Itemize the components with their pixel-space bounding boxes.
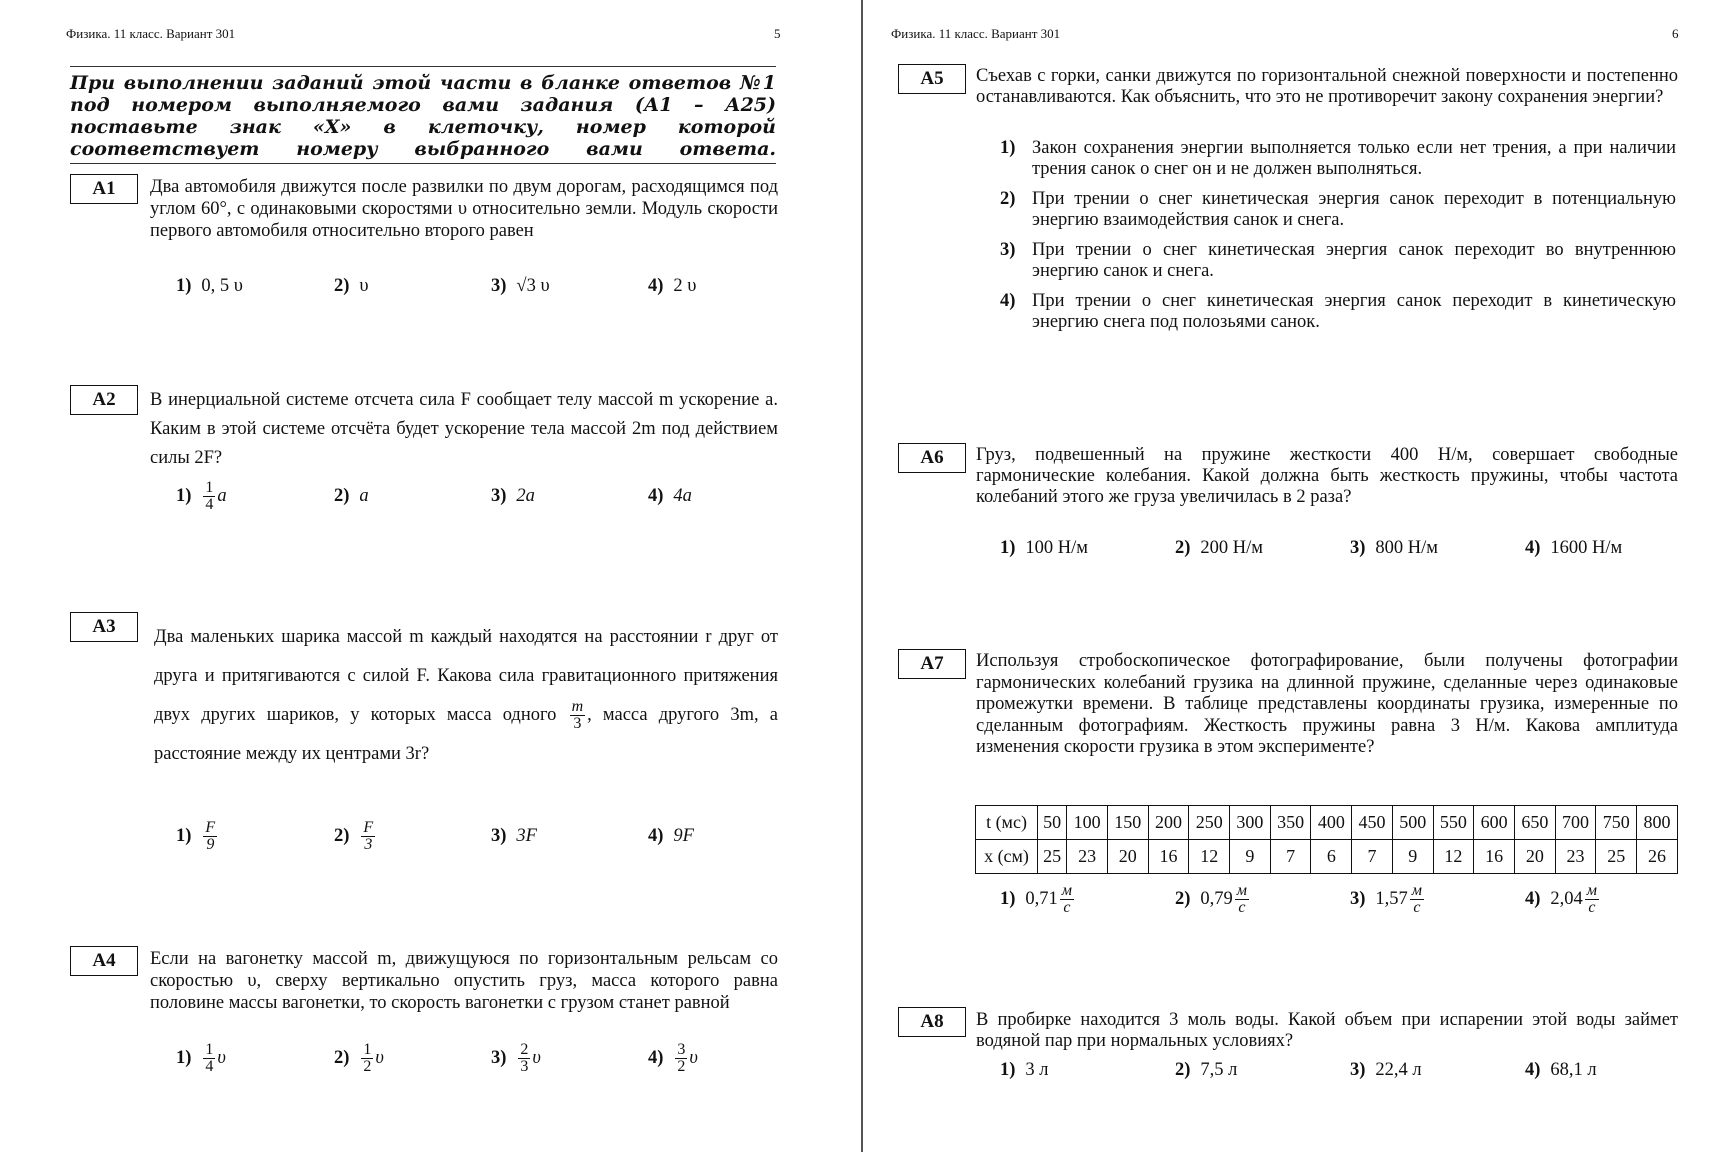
option-text: 4a bbox=[673, 486, 692, 506]
option-a2-1[interactable] bbox=[176, 480, 334, 513]
option-text: 0,71 bbox=[1025, 889, 1058, 909]
table-cell: 20 bbox=[1107, 840, 1148, 874]
table-cell: 23 bbox=[1555, 840, 1596, 874]
option-a1-2[interactable] bbox=[334, 276, 491, 297]
option-text: 0,79 bbox=[1200, 889, 1233, 909]
option-number: 2) bbox=[1175, 889, 1191, 909]
fraction-denominator: с bbox=[1063, 899, 1071, 916]
question-label-a2: А2 bbox=[70, 385, 138, 415]
fraction bbox=[203, 480, 215, 513]
option-text: 9F bbox=[673, 826, 694, 846]
option-number: 2) bbox=[334, 276, 350, 296]
option-suffix: υ bbox=[532, 1048, 541, 1068]
option-suffix: υ bbox=[217, 1048, 226, 1068]
table-cell: 650 bbox=[1514, 806, 1555, 840]
option-number: 4) bbox=[648, 1048, 664, 1068]
table-cell: 700 bbox=[1555, 806, 1596, 840]
table-cell: 400 bbox=[1311, 806, 1352, 840]
option-a8-1[interactable] bbox=[1000, 1060, 1175, 1081]
option-number: 1) bbox=[176, 486, 192, 506]
question-text-a6: Груз, подвешенный на пружине жесткости 400 Н/м, совершает свободные гармонические колебания. Какой должна быть жесткость пружины, чтобы частота колебаний этого же груза увеличилась в 2 раза? bbox=[976, 445, 1678, 507]
option-a2-3[interactable] bbox=[491, 486, 648, 507]
table-row-label: t (мс) bbox=[976, 806, 1038, 840]
table-cell: 550 bbox=[1433, 806, 1474, 840]
fraction-numerator: F bbox=[205, 819, 216, 836]
table-cell: 450 bbox=[1352, 806, 1393, 840]
option-number: 3) bbox=[1350, 538, 1366, 558]
table-cell: 800 bbox=[1637, 806, 1678, 840]
option-number: 3) bbox=[491, 826, 507, 846]
fraction-denominator: с bbox=[1588, 899, 1596, 916]
table-cell: 7 bbox=[1270, 840, 1311, 874]
option-text: 800 Н/м bbox=[1375, 538, 1439, 558]
option-number: 3) bbox=[491, 1048, 507, 1068]
option-number: 3) bbox=[1000, 240, 1016, 260]
fraction bbox=[361, 1042, 373, 1075]
table-cell: 750 bbox=[1596, 806, 1637, 840]
table-row-position bbox=[976, 840, 1678, 874]
question-text-a3 bbox=[154, 618, 778, 774]
table-cell: 20 bbox=[1514, 840, 1555, 874]
option-text: 3 л bbox=[1025, 1060, 1049, 1080]
table-cell: 7 bbox=[1352, 840, 1393, 874]
fraction-numerator: 3 bbox=[677, 1041, 686, 1058]
question-label-a8: А8 bbox=[898, 1007, 966, 1037]
option-text: a bbox=[359, 486, 369, 506]
option-a6-4[interactable] bbox=[1525, 538, 1622, 559]
option-a1-1[interactable] bbox=[176, 276, 334, 297]
instruction-text: При выполнении заданий этой части в бланке ответов №1 под номером выполняемого вами задания (А1 – А25) поставьте знак «Х» в клеточку, номер которой соответствует номеру выбранного вами ответа. bbox=[70, 66, 776, 164]
option-text: 100 Н/м bbox=[1025, 538, 1089, 558]
option-number: 4) bbox=[1000, 291, 1016, 311]
fraction bbox=[518, 1042, 530, 1075]
option-a1-3[interactable] bbox=[491, 276, 648, 297]
option-text: При трении о снег кинетическая энергия санок переходит в потенциальную энергию взаимодействия санок и снега. bbox=[1032, 189, 1676, 230]
table-cell: 6 bbox=[1311, 840, 1352, 874]
fraction-denominator: 3 bbox=[364, 836, 373, 853]
option-a3-4[interactable] bbox=[648, 826, 694, 847]
option-number: 4) bbox=[648, 276, 664, 296]
page-number: 6 bbox=[1672, 26, 1679, 41]
fraction-denominator: 3 bbox=[520, 1058, 529, 1075]
fraction-denominator: 2 bbox=[363, 1058, 372, 1075]
fraction-denominator: с bbox=[1238, 899, 1246, 916]
fraction bbox=[1585, 883, 1599, 916]
table-cell: 300 bbox=[1230, 806, 1271, 840]
option-a5-4[interactable] bbox=[1000, 291, 1676, 333]
option-number: 4) bbox=[1525, 889, 1541, 909]
table-cell: 16 bbox=[1474, 840, 1515, 874]
option-a4-1[interactable] bbox=[176, 1042, 334, 1075]
fraction-denominator: 4 bbox=[205, 1058, 214, 1075]
options-a6 bbox=[1000, 538, 1622, 559]
question-label-a5: А5 bbox=[898, 64, 966, 94]
options-a2 bbox=[176, 480, 692, 513]
option-a4-4[interactable] bbox=[648, 1042, 698, 1075]
option-a3-2[interactable] bbox=[334, 820, 491, 853]
options-a4 bbox=[176, 1042, 698, 1075]
option-number: 2) bbox=[1175, 538, 1191, 558]
fraction bbox=[203, 820, 217, 853]
question-text-a5: Съехав с горки, санки движутся по горизонтальной снежной поверхности и постепенно останавливаются. Как объяснить, что это не противоречит закону сохранения энергии? bbox=[976, 66, 1678, 107]
fraction-numerator: F bbox=[363, 819, 374, 836]
option-text: Закон сохранения энергии выполняется только если нет трения, а при наличии трения санок о снег он и не должен выполняться. bbox=[1032, 138, 1676, 179]
question-label-a4: А4 bbox=[70, 946, 138, 976]
question-text-a8: В пробирке находится 3 моль воды. Какой объем при испарении этой воды займет водяной пар при нормальных условиях? bbox=[976, 1010, 1678, 1051]
options-a7 bbox=[1000, 883, 1601, 916]
fraction-numerator: m bbox=[571, 698, 584, 716]
option-number: 2) bbox=[1175, 1060, 1191, 1080]
option-number: 3) bbox=[491, 486, 507, 506]
question-text-a7: Используя стробоскопическое фотографирование, были получены фотографии гармонических колебаний грузика на длинной пружине, сделанные через одинаковые промежутки времени. В таблице представлены координаты грузика, измеренные по сделанным фотографиям. Жесткость пружины равна 3 Н/м. Какова амплитуда изменения скорости грузика в этом эксперименте? bbox=[976, 651, 1678, 757]
page-number: 5 bbox=[774, 26, 781, 41]
question-text-a2: В инерциальной системе отсчета сила F сообщает телу массой m ускорение a. Каким в этой системе отсчёта будет ускорение тела массой 2m под действием силы 2F? bbox=[150, 390, 778, 468]
table-cell: 150 bbox=[1107, 806, 1148, 840]
option-number: 2) bbox=[1000, 189, 1016, 209]
option-text: 0, 5 υ bbox=[201, 276, 243, 296]
table-row-time bbox=[976, 806, 1678, 840]
option-a1-4[interactable] bbox=[648, 276, 696, 297]
option-number: 4) bbox=[1525, 1060, 1541, 1080]
option-number: 4) bbox=[1525, 538, 1541, 558]
right-page bbox=[864, 0, 1725, 1152]
table-cell: 23 bbox=[1067, 840, 1108, 874]
option-a7-2[interactable] bbox=[1175, 883, 1350, 916]
question-label-a6: А6 bbox=[898, 443, 966, 473]
option-number: 2) bbox=[334, 1048, 350, 1068]
fraction-denominator: с bbox=[1413, 899, 1421, 916]
options-a1 bbox=[176, 276, 696, 297]
question-label-a1: А1 bbox=[70, 174, 138, 204]
option-a8-2[interactable] bbox=[1175, 1060, 1350, 1081]
table-cell: 9 bbox=[1230, 840, 1271, 874]
option-suffix: υ bbox=[375, 1048, 384, 1068]
table-cell: 250 bbox=[1189, 806, 1230, 840]
option-a6-1[interactable] bbox=[1000, 538, 1175, 559]
option-text: При трении о снег кинетическая энергия санок переходит во внутреннюю энергию санок и снега. bbox=[1032, 240, 1676, 281]
option-text: 22,4 л bbox=[1375, 1060, 1422, 1080]
fraction bbox=[570, 699, 586, 732]
option-text: υ bbox=[359, 276, 369, 296]
option-a4-3[interactable] bbox=[491, 1042, 648, 1075]
option-a6-2[interactable] bbox=[1175, 538, 1350, 559]
table-row-label: x (см) bbox=[976, 840, 1038, 874]
question-label-a3: А3 bbox=[70, 612, 138, 642]
table-cell: 26 bbox=[1637, 840, 1678, 874]
table-cell: 16 bbox=[1148, 840, 1189, 874]
option-a5-3[interactable] bbox=[1000, 240, 1676, 282]
option-a7-4[interactable] bbox=[1525, 883, 1601, 916]
table-cell: 500 bbox=[1392, 806, 1433, 840]
fraction bbox=[675, 1042, 687, 1075]
page-header: Физика. 11 класс. Вариант 301 bbox=[66, 26, 236, 41]
option-a5-1[interactable] bbox=[1000, 138, 1676, 180]
fraction bbox=[1235, 883, 1249, 916]
option-text: 200 Н/м bbox=[1200, 538, 1264, 558]
option-a4-2[interactable] bbox=[334, 1042, 491, 1075]
option-number: 1) bbox=[1000, 889, 1016, 909]
option-number: 1) bbox=[1000, 138, 1016, 158]
option-text: 3F bbox=[516, 826, 537, 846]
table-cell: 12 bbox=[1189, 840, 1230, 874]
option-suffix: a bbox=[217, 486, 227, 506]
table-cell: 9 bbox=[1392, 840, 1433, 874]
question-text-a3-part1: Два маленьких шарика массой m каждый находятся на расстоянии r друг от друга и притягиваются с силой F. Какова сила гравитационного притяжения двух других шариков, у которых масса одного bbox=[154, 627, 778, 725]
option-text: 1,57 bbox=[1375, 889, 1408, 909]
table-cell: 200 bbox=[1148, 806, 1189, 840]
fraction-denominator: 3 bbox=[573, 715, 582, 733]
option-suffix: υ bbox=[689, 1048, 698, 1068]
options-a5 bbox=[1000, 138, 1676, 342]
fraction-numerator: 1 bbox=[205, 1041, 214, 1058]
option-number: 1) bbox=[1000, 538, 1016, 558]
table-cell: 100 bbox=[1067, 806, 1108, 840]
option-number: 2) bbox=[334, 486, 350, 506]
option-text: 68,1 л bbox=[1550, 1060, 1597, 1080]
option-a7-3[interactable] bbox=[1350, 883, 1525, 916]
fraction-numerator: 1 bbox=[363, 1041, 372, 1058]
fraction-numerator: м bbox=[1236, 882, 1248, 899]
table-cell: 25 bbox=[1596, 840, 1637, 874]
fraction bbox=[1060, 883, 1074, 916]
page-divider bbox=[861, 0, 863, 1152]
option-number: 1) bbox=[1000, 1060, 1016, 1080]
fraction-denominator: 2 bbox=[677, 1058, 686, 1075]
option-a8-3[interactable] bbox=[1350, 1060, 1525, 1081]
table-cell: 50 bbox=[1038, 806, 1067, 840]
question-label-a7: А7 bbox=[898, 649, 966, 679]
fraction-denominator: 4 bbox=[205, 496, 214, 513]
table-cell: 25 bbox=[1038, 840, 1067, 874]
option-number: 3) bbox=[1350, 889, 1366, 909]
table-cell: 600 bbox=[1474, 806, 1515, 840]
option-a6-3[interactable] bbox=[1350, 538, 1525, 559]
left-page bbox=[0, 0, 862, 1152]
fraction-denominator: 9 bbox=[206, 836, 215, 853]
page-header: Физика. 11 класс. Вариант 301 bbox=[891, 26, 1061, 41]
option-a2-4[interactable] bbox=[648, 486, 692, 507]
option-number: 3) bbox=[491, 276, 507, 296]
question-text-a3-part2: , масса другого 3m, а расстояние между их центрами 3r? bbox=[154, 705, 778, 764]
option-text: 1600 Н/м bbox=[1550, 538, 1623, 558]
option-text: При трении о снег кинетическая энергия санок переходит в кинетическую энергию снега под полозьями санок. bbox=[1032, 291, 1676, 332]
option-a2-2[interactable] bbox=[334, 486, 491, 507]
option-a8-4[interactable] bbox=[1525, 1060, 1597, 1081]
option-text: 2 υ bbox=[673, 276, 697, 296]
fraction-numerator: м bbox=[1061, 882, 1073, 899]
options-a3 bbox=[176, 820, 694, 853]
option-text: 2a bbox=[516, 486, 535, 506]
fraction-numerator: м bbox=[1586, 882, 1598, 899]
option-a3-1[interactable] bbox=[176, 820, 334, 853]
option-text: 7,5 л bbox=[1200, 1060, 1238, 1080]
fraction-numerator: 2 bbox=[520, 1041, 529, 1058]
options-a8 bbox=[1000, 1060, 1597, 1081]
option-text: √3 υ bbox=[516, 276, 550, 296]
option-number: 4) bbox=[648, 826, 664, 846]
option-a7-1[interactable] bbox=[1000, 883, 1175, 916]
option-number: 4) bbox=[648, 486, 664, 506]
option-number: 1) bbox=[176, 826, 192, 846]
coordinates-table bbox=[975, 805, 1678, 874]
option-number: 1) bbox=[176, 276, 192, 296]
option-a5-2[interactable] bbox=[1000, 189, 1676, 231]
option-number: 2) bbox=[334, 826, 350, 846]
option-number: 1) bbox=[176, 1048, 192, 1068]
question-text-a4: Если на вагонетку массой m, движущуюся по горизонтальным рельсам со скоростью υ, сверху вертикально опустить груз, масса которого равна половине массы вагонетки, то скорость вагонетки с грузом станет равной bbox=[150, 949, 778, 1013]
fraction-numerator: 1 bbox=[205, 479, 214, 496]
table-cell: 12 bbox=[1433, 840, 1474, 874]
option-text: 2,04 bbox=[1550, 889, 1583, 909]
table-cell: 350 bbox=[1270, 806, 1311, 840]
option-number: 3) bbox=[1350, 1060, 1366, 1080]
fraction bbox=[203, 1042, 215, 1075]
fraction bbox=[361, 820, 375, 853]
question-text-a1: Два автомобиля движутся после развилки по двум дорогам, расходящимся под углом 60°, с одинаковыми скоростями υ относительно земли. Модуль скорости первого автомобиля относительно второго равен bbox=[150, 177, 778, 241]
option-a3-3[interactable] bbox=[491, 826, 648, 847]
fraction bbox=[1410, 883, 1424, 916]
fraction-numerator: м bbox=[1411, 882, 1423, 899]
